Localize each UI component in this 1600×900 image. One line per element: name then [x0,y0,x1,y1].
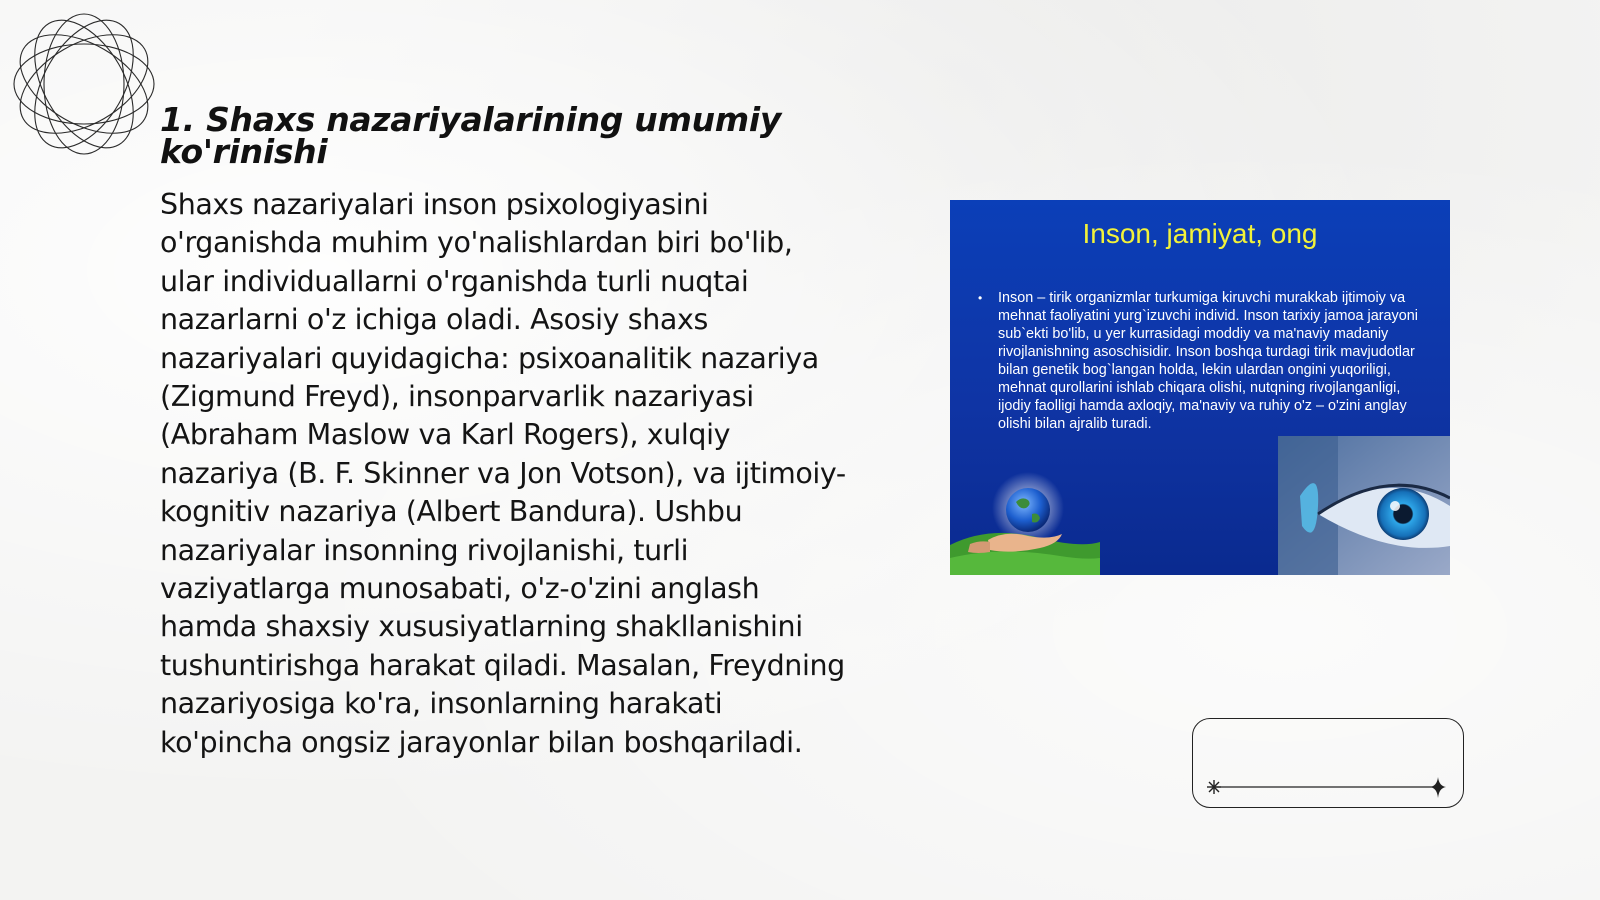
earth-in-hand-image [950,470,1100,575]
embedded-slide-bullet [978,289,1426,433]
slide-body-text: Shaxs nazariyalari inson psixologiyasini o'rganishda muhim yo'nalishlardan biri bo'lib, ular individuallarni o'rganishda turli nuqtai nazarlarni o'z ichiga oladi. Asosiy shaxs nazariyalari quyidagicha: psixoanalitik nazariya (Zigmund Freyd), insonparvarlik nazariyasi (Abraham Maslow va Karl Rogers), xulqiy nazariya (B. F. Skinner va Jon Votson), va ijtimoiy-kognitiv nazariya (Albert Bandura). Ushbu nazariyalar insonning rivojlanishi, turli vaziyatlarga munosabati, o'z-o'zini anglash hamda shaxsiy xususiyatlarning shakllanishini tushuntirishga harakat qiladi. Masalan, Freydning nazariyosiga ko'ra, insonlarning harakati ko'pincha ongsiz jarayonlar bilan boshqariladi. [160,188,846,759]
embedded-slide-image [950,200,1450,575]
interlocking-circles-icon [10,10,158,158]
eye-image [1278,436,1450,575]
decorative-line [1200,772,1452,802]
embedded-slide-bullet-text: Inson – tirik organizmlar turkumiga kiruvchi murakkab ijtimoiy va mehnat faoliyatini yurg`izuvchi individ. Inson tarixiy jamoa jarayoni sub`ekti bo'lib, u yer kurrasidagi moddiy va ma'naviy madaniy rivojlanishning asoschisidir. Inson boshqa turdagi tirik mavjudotlar bilan genetik bog`langan holda, lekin ulardan ongini yuqoriligi, mehnat qurollarini ishlab chiqara olishi, nutqning rivojlanganligi, ijodiy faolligi hamda axloqiy, ma'naviy va ruhiy o'z – o'zini anglay olishi bilan ajralib turadi. [998,290,1418,432]
asterisk-icon [1207,780,1221,794]
embedded-slide-title: Inson, jamiyat, ong [1082,218,1318,249]
sparkle-icon [1430,777,1446,798]
bullet-dot: • [978,291,983,305]
slide-title: 1. Shaxs nazariyalarining umumiy ko'rinishi [160,100,782,171]
